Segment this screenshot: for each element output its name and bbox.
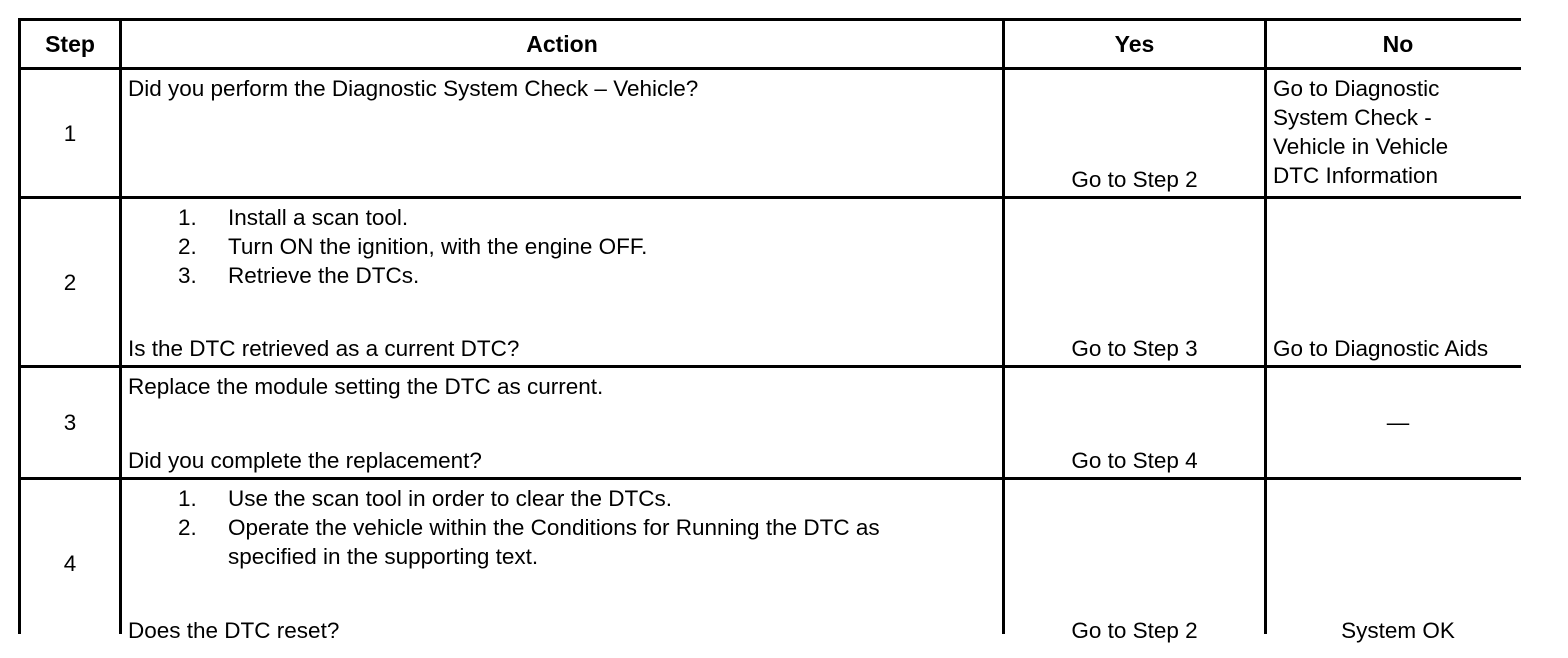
action-cell-2 (122, 199, 1002, 365)
yes-text-1: Go to Step 2 (1071, 167, 1198, 192)
step-number-3: 3 (21, 368, 119, 477)
yes-cell-3 (1005, 368, 1264, 477)
list-item: 3. Retrieve the DTCs. (178, 263, 420, 288)
header-yes: Yes (1005, 21, 1264, 67)
step-number-2: 2 (21, 199, 119, 365)
step-number-1: 1 (21, 70, 119, 196)
instruction-list-2 (128, 203, 996, 290)
list-item: 1. Use the scan tool in order to clear the DTCs. (178, 486, 672, 511)
no-cell-2 (1267, 199, 1529, 365)
list-item: 2. Operate the vehicle within the Conditions for Running the DTC as specified in the supporting text. (178, 515, 880, 569)
question-text-3: Did you complete the replacement? (128, 448, 482, 473)
yes-text-3: Go to Step 4 (1071, 448, 1198, 473)
list-item: 2. Turn ON the ignition, with the engine OFF. (178, 234, 648, 259)
action-cell-4 (122, 480, 1002, 647)
no-cell-4 (1267, 480, 1529, 647)
no-text-1: Go to Diagnostic System Check - Vehicle in Vehicle DTC Information (1273, 76, 1449, 188)
no-cell-3 (1267, 368, 1529, 477)
no-text-3: — (1386, 410, 1410, 435)
header-step: Step (21, 21, 119, 67)
no-text-2: Go to Diagnostic Aids (1273, 336, 1489, 361)
question-text-2: Is the DTC retrieved as a current DTC? (128, 336, 520, 361)
action-text-1: Did you perform the Diagnostic System Check – Vehicle? (128, 76, 699, 101)
action-cell-1 (122, 70, 1002, 196)
action-cell-3 (122, 368, 1002, 477)
action-text-3: Replace the module setting the DTC as current. (128, 374, 604, 399)
no-cell-1 (1267, 70, 1529, 196)
yes-cell-1 (1005, 70, 1264, 196)
header-no: No (1267, 21, 1529, 67)
list-item: 1. Install a scan tool. (178, 205, 409, 230)
yes-cell-2 (1005, 199, 1264, 365)
yes-text-4: Go to Step 2 (1071, 618, 1198, 643)
diagnostic-table (18, 18, 1521, 643)
no-text-4: System OK (1341, 618, 1455, 643)
header-action: Action (122, 21, 1002, 67)
instruction-list-4 (128, 484, 996, 571)
yes-cell-4 (1005, 480, 1264, 647)
yes-text-2: Go to Step 3 (1071, 336, 1198, 361)
step-number-4: 4 (21, 480, 119, 647)
question-text-4: Does the DTC reset? (128, 618, 340, 643)
